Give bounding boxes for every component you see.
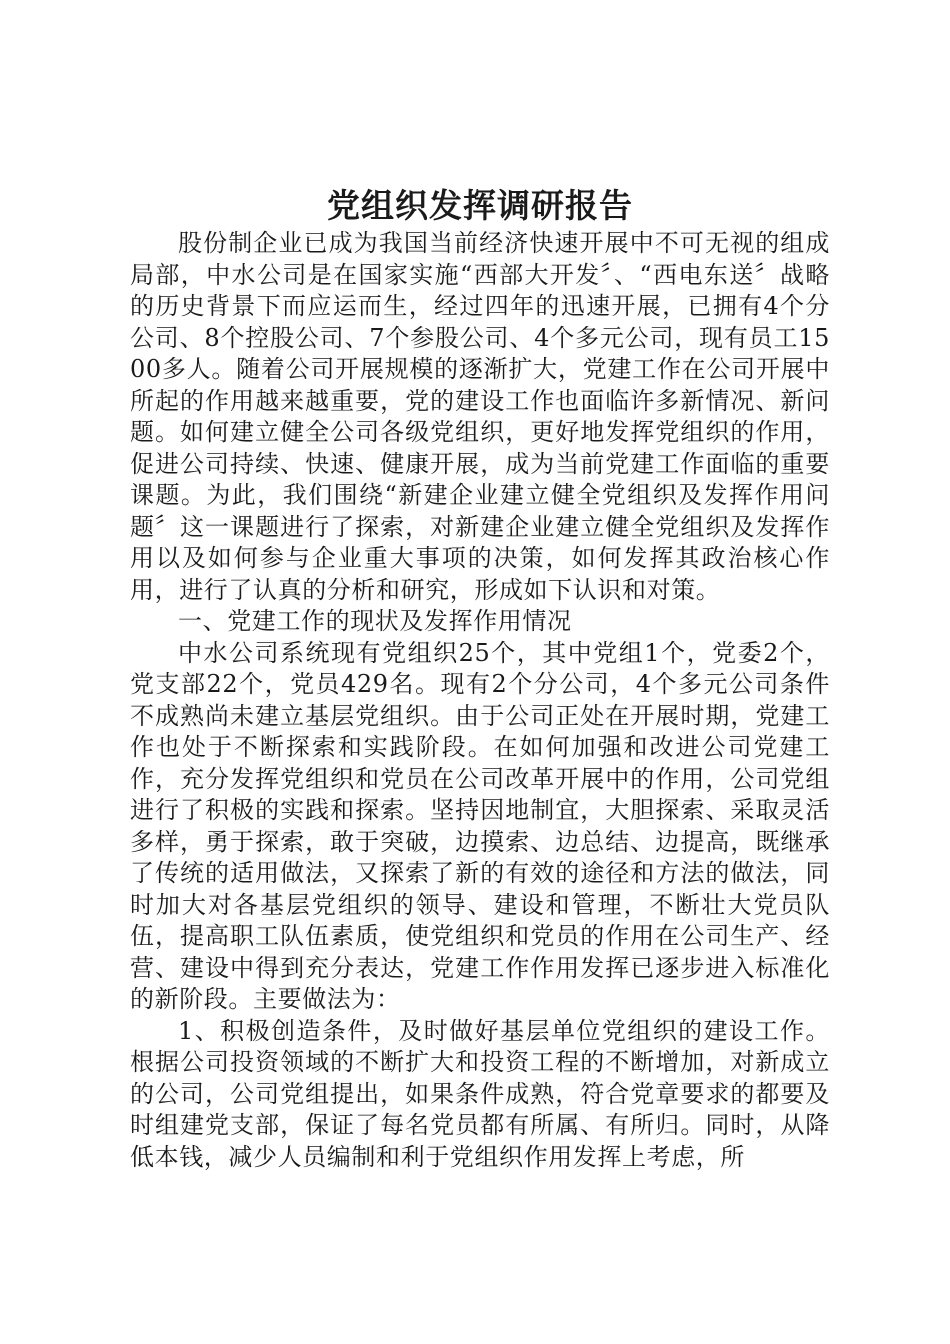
document-title: 党组织发挥调研报告 bbox=[327, 186, 633, 225]
paragraph-intro: 股份制企业已成为我国当前经济快速开展中不可无视的组成局部，中水公司是在国家实施“西部大开发〞、“西电东送〞战略的历史背景下而应运而生，经过四年的迅速开展，已拥有4个分公司、8个控股公司、7个参股公司、4个多元公司，现有员工1500多人。随着公司开展规模的逐渐扩大，党建工作在公司开展中所起的作用越来越重要，党的建设工作也面临许多新情况、新问题。如何建立健全公司各级党组织，更好地发挥党组织的作用，促进公司持续、快速、健康开展，成为当前党建工作面临的重要课题。为此，我们围绕“新建企业建立健全党组织及发挥作用问题〞这一课题进行了探索，对新建企业建立健全党组织及发挥作用以及如何参与企业重大事项的决策，如何发挥其政治核心作用，进行了认真的分析和研究，形成如下认识和对策。 bbox=[130, 229, 830, 604]
section-heading: 一、党建工作的现状及发挥作用情况 bbox=[178, 607, 572, 635]
paragraph-status: 中水公司系统现有党组织25个，其中党组1个，党委2个，党支部22个，党员429名。现有2个分公司，4个多元公司条件不成熟尚未建立基层党组织。由于公司正处在开展时期，党建工作也处于不断探索和实践阶段。在如何加强和改进公司党建工作，充分发挥党组织和党员在公司改革开展中的作用，公司党组进行了积极的实践和探索。坚持因地制宜，大胆探索、采取灵活多样，勇于探索，敢于突破，边摸索、边总结、边提高，既继承了传统的适用做法，又探索了新的有效的途径和方法的做法，同时加大对各基层党组织的领导、建设和管理，不断壮大党员队伍，提高职工队伍素质，使党组织和党员的作用在公司生产、经营、建设中得到充分表达，党建工作作用发挥已逐步进入标准化的新阶段。主要做法为： bbox=[130, 638, 830, 1013]
document-page bbox=[130, 178, 830, 1173]
paragraph-measure-1: 1、积极创造条件，及时做好基层单位党组织的建设工作。根据公司投资领域的不断扩大和投资工程的不断增加，对新成立的公司，公司党组提出，如果条件成熟，符合党章要求的都要及时组建党支部，保证了每名党员都有所属、有所归。同时，从降低本钱，减少人员编制和利于党组织作用发挥上考虑，所 bbox=[130, 1016, 830, 1171]
